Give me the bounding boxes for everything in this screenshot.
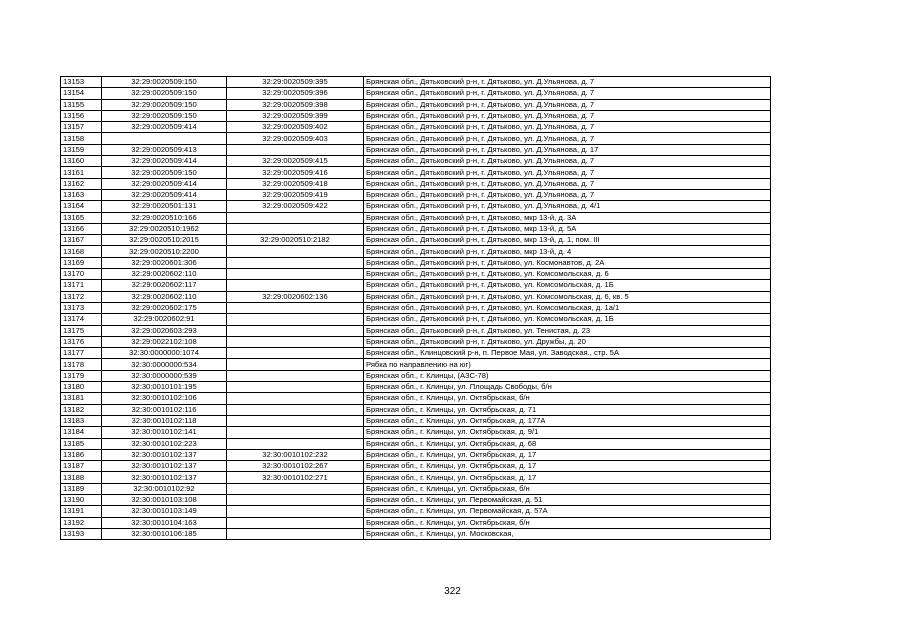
row-number-cell: 13175 [61,325,102,336]
table-row [61,404,771,415]
related-cadastral-number-cell: 32:30:0010102:267 [227,461,364,472]
row-number-cell: 13172 [61,291,102,302]
cadastral-number-cell: 32:30:0010102:118 [102,415,227,426]
row-number-cell: 13166 [61,223,102,234]
cadastral-number-cell: 32:29:0020602:110 [102,291,227,302]
row-number-cell: 13173 [61,302,102,313]
table-row [61,415,771,426]
row-number-cell: 13177 [61,348,102,359]
table-row [61,336,771,347]
table-row [61,528,771,539]
related-cadastral-number-cell: 32:29:0020509:415 [227,156,364,167]
address-cell: Брянская обл., Дятьковский р-н, г. Дятьково, ул. Космонавтов, д. 2А [364,257,771,268]
related-cadastral-number-cell [227,302,364,313]
related-cadastral-number-cell: 32:29:0020509:422 [227,201,364,212]
row-number-cell: 13165 [61,212,102,223]
cadastral-number-cell: 32:30:0010104:163 [102,517,227,528]
table-row [61,517,771,528]
row-number-cell: 13191 [61,506,102,517]
row-number-cell: 13186 [61,449,102,460]
row-number-cell: 13156 [61,110,102,121]
address-cell: Брянская обл., Дятьковский р-н, г. Дятьково, ул. Д.Ульянова, д. 17 [364,144,771,155]
table-row [61,235,771,246]
row-number-cell: 13192 [61,517,102,528]
table-row [61,122,771,133]
row-number-cell: 13153 [61,77,102,88]
row-number-cell: 13174 [61,314,102,325]
related-cadastral-number-cell: 32:29:0020509:418 [227,178,364,189]
table-row [61,110,771,121]
address-cell: Брянская обл., Дятьковский р-н, г. Дятьково, мкр 13-й, д. 4 [364,246,771,257]
address-cell: Рябка по направлению на юг) [364,359,771,370]
table-row [61,257,771,268]
table-row [61,472,771,483]
related-cadastral-number-cell: 32:30:0010102:232 [227,449,364,460]
cadastral-number-cell: 32:29:0020603:293 [102,325,227,336]
row-number-cell: 13181 [61,393,102,404]
address-cell: Брянская обл., г. Клинцы, (АЗС-78) [364,370,771,381]
related-cadastral-number-cell [227,212,364,223]
table-row [61,359,771,370]
row-number-cell: 13162 [61,178,102,189]
cadastral-number-cell: 32:29:0020509:414 [102,178,227,189]
row-number-cell: 13189 [61,483,102,494]
address-cell: Брянская обл., г. Клинцы, ул. Октябрьская, д. 71 [364,404,771,415]
address-cell: Брянская обл., г. Клинцы, ул. Московская, [364,528,771,539]
related-cadastral-number-cell [227,427,364,438]
cadastral-number-cell: 32:30:0000000:1074 [102,348,227,359]
address-cell: Брянская обл., Дятьковский р-н, г. Дятьково, ул. Д.Ульянова, д. 7 [364,110,771,121]
row-number-cell: 13163 [61,189,102,200]
cadastral-number-cell: 32:30:0010102:116 [102,404,227,415]
row-number-cell: 13178 [61,359,102,370]
table-row [61,77,771,88]
address-cell: Брянская обл., г. Клинцы, ул. Площадь Свободы, б/н [364,382,771,393]
related-cadastral-number-cell [227,517,364,528]
table-row [61,427,771,438]
related-cadastral-number-cell [227,506,364,517]
related-cadastral-number-cell [227,348,364,359]
row-number-cell: 13164 [61,201,102,212]
table-row [61,133,771,144]
address-cell: Брянская обл., Дятьковский р-н, г. Дятьково, ул. Дружбы, д. 20 [364,336,771,347]
row-number-cell: 13169 [61,257,102,268]
related-cadastral-number-cell [227,393,364,404]
cadastral-number-cell: 32:30:0010102:92 [102,483,227,494]
cadastral-number-cell: 32:29:0022102:108 [102,336,227,347]
cadastral-number-cell: 32:30:0010102:223 [102,438,227,449]
related-cadastral-number-cell [227,494,364,505]
related-cadastral-number-cell [227,528,364,539]
cadastral-number-cell: 32:30:0000000:539 [102,370,227,381]
address-cell: Брянская обл., Дятьковский р-н, г. Дятьково, ул. Д.Ульянова, д. 7 [364,178,771,189]
related-cadastral-number-cell [227,269,364,280]
address-cell: Брянская обл., г. Клинцы, ул. Октябрьская, б/н [364,393,771,404]
page-number: 322 [444,586,461,597]
address-cell: Брянская обл., Дятьковский р-н, г. Дятьково, ул. Комсомольская, д. 6, кв. 5 [364,291,771,302]
table-row [61,438,771,449]
address-cell: Брянская обл., г. Клинцы, ул. Октябрьская, д. 177А [364,415,771,426]
table-row [61,393,771,404]
cadastral-number-cell: 32:30:0010102:137 [102,472,227,483]
cadastral-number-cell: 32:29:0020509:150 [102,110,227,121]
related-cadastral-number-cell [227,246,364,257]
cadastral-number-cell: 32:29:0020601:306 [102,257,227,268]
table-row [61,370,771,381]
related-cadastral-number-cell [227,415,364,426]
cadastral-number-cell: 32:30:0010102:106 [102,393,227,404]
cadastral-number-cell [102,133,227,144]
related-cadastral-number-cell [227,438,364,449]
cadastral-number-cell: 32:29:0020602:117 [102,280,227,291]
row-number-cell: 13184 [61,427,102,438]
table-row [61,382,771,393]
table-row [61,167,771,178]
cadastral-number-cell: 32:29:0020510:2015 [102,235,227,246]
related-cadastral-number-cell [227,336,364,347]
address-cell: Брянская обл., г. Клинцы, ул. Первомайская, д. 57А [364,506,771,517]
address-cell: Брянская обл., Дятьковский р-н, г. Дятьково, мкр 13-й, д. 1, пом. III [364,235,771,246]
row-number-cell: 13193 [61,528,102,539]
table-row [61,99,771,110]
table-row [61,449,771,460]
row-number-cell: 13167 [61,235,102,246]
row-number-cell: 13170 [61,269,102,280]
address-cell: Брянская обл., г. Клинцы, ул. Октябрьская, б/н [364,517,771,528]
related-cadastral-number-cell [227,144,364,155]
address-cell: Брянская обл., Дятьковский р-н, г. Дятьково, ул. Д.Ульянова, д. 7 [364,133,771,144]
row-number-cell: 13168 [61,246,102,257]
table-row [61,494,771,505]
table-row [61,189,771,200]
table-row [61,314,771,325]
cadastral-number-cell: 32:30:0010106:185 [102,528,227,539]
row-number-cell: 13158 [61,133,102,144]
row-number-cell: 13160 [61,156,102,167]
address-cell: Брянская обл., Дятьковский р-н, г. Дятьково, ул. Комсомольская, д. 1а/1 [364,302,771,313]
row-number-cell: 13176 [61,336,102,347]
related-cadastral-number-cell: 32:30:0010102:271 [227,472,364,483]
row-number-cell: 13185 [61,438,102,449]
table-row [61,325,771,336]
table-row [61,348,771,359]
table-row [61,483,771,494]
address-cell: Брянская обл., Дятьковский р-н, г. Дятьково, мкр 13-й, д. 5А [364,223,771,234]
address-cell: Брянская обл., г. Клинцы, ул. Первомайская, д. 51 [364,494,771,505]
row-number-cell: 13187 [61,461,102,472]
cadastral-number-cell: 32:30:0010103:149 [102,506,227,517]
row-number-cell: 13155 [61,99,102,110]
related-cadastral-number-cell [227,223,364,234]
table-row [61,201,771,212]
cadastral-number-cell: 32:29:0020509:414 [102,122,227,133]
address-cell: Брянская обл., Дятьковский р-н, г. Дятьково, ул. Д.Ульянова, д. 7 [364,156,771,167]
related-cadastral-number-cell: 32:29:0020510:2182 [227,235,364,246]
related-cadastral-number-cell: 32:29:0020509:403 [227,133,364,144]
address-cell: Брянская обл., г. Клинцы, ул. Октябрьская, д. 9/1 [364,427,771,438]
row-number-cell: 13159 [61,144,102,155]
address-cell: Брянская обл., Дятьковский р-н, г. Дятьково, ул. Д.Ульянова, д. 7 [364,167,771,178]
address-cell: Брянская обл., г. Клинцы, ул. Октябрьская, д. 17 [364,472,771,483]
row-number-cell: 13157 [61,122,102,133]
address-cell: Брянская обл., Клинцовский р-н, п. Первое Мая, ул. Заводская., стр. 5А [364,348,771,359]
row-number-cell: 13188 [61,472,102,483]
related-cadastral-number-cell [227,314,364,325]
table-row [61,178,771,189]
row-number-cell: 13182 [61,404,102,415]
cadastral-number-cell: 32:29:0020509:150 [102,167,227,178]
related-cadastral-number-cell: 32:29:0020509:416 [227,167,364,178]
cadastral-number-cell: 32:30:0010102:137 [102,449,227,460]
table-row [61,280,771,291]
row-number-cell: 13154 [61,88,102,99]
related-cadastral-number-cell: 32:29:0020509:395 [227,77,364,88]
address-cell: Брянская обл., Дятьковский р-н, г. Дятьково, ул. Д.Ульянова, д. 7 [364,77,771,88]
cadastral-number-cell: 32:29:0020509:414 [102,156,227,167]
row-number-cell: 13180 [61,382,102,393]
address-cell: Брянская обл., г. Клинцы, ул. Октябрьская, д. 68 [364,438,771,449]
table-row [61,223,771,234]
related-cadastral-number-cell: 32:29:0020509:419 [227,189,364,200]
row-number-cell: 13171 [61,280,102,291]
row-number-cell: 13190 [61,494,102,505]
cadastral-number-cell: 32:30:0000000:534 [102,359,227,370]
address-cell: Брянская обл., Дятьковский р-н, г. Дятьково, ул. Д.Ульянова, д. 7 [364,122,771,133]
registry-table [60,76,771,540]
cadastral-number-cell: 32:29:0020509:150 [102,88,227,99]
cadastral-number-cell: 32:29:0020510:166 [102,212,227,223]
related-cadastral-number-cell: 32:29:0020509:396 [227,88,364,99]
cadastral-number-cell: 32:29:0020509:413 [102,144,227,155]
registry-table-body [61,77,771,540]
cadastral-number-cell: 32:29:0020510:2200 [102,246,227,257]
related-cadastral-number-cell: 32:29:0020509:399 [227,110,364,121]
related-cadastral-number-cell [227,370,364,381]
row-number-cell: 13161 [61,167,102,178]
related-cadastral-number-cell: 32:29:0020509:402 [227,122,364,133]
cadastral-number-cell: 32:30:0010102:137 [102,461,227,472]
related-cadastral-number-cell [227,257,364,268]
address-cell: Брянская обл., Дятьковский р-н, г. Дятьково, ул. Д.Ульянова, д. 4/1 [364,201,771,212]
address-cell: Брянская обл., Дятьковский р-н, г. Дятьково, ул. Д.Ульянова, д. 7 [364,88,771,99]
table-row [61,461,771,472]
table-row [61,246,771,257]
cadastral-number-cell: 32:30:0010103:108 [102,494,227,505]
table-row [61,269,771,280]
address-cell: Брянская обл., Дятьковский р-н, г. Дятьково, ул. Комсомольская, д. 1Б [364,280,771,291]
cadastral-number-cell: 32:30:0010102:141 [102,427,227,438]
address-cell: Брянская обл., Дятьковский р-н, г. Дятьково, ул. Комсомольская, д. 1Б [364,314,771,325]
row-number-cell: 13179 [61,370,102,381]
address-cell: Брянская обл., г. Клинцы, ул. Октябрьская, д. 17 [364,449,771,460]
table-row [61,156,771,167]
related-cadastral-number-cell [227,280,364,291]
address-cell: Брянская обл., Дятьковский р-н, г. Дятьково, ул. Тенистая, д. 23 [364,325,771,336]
related-cadastral-number-cell [227,359,364,370]
address-cell: Брянская обл., Дятьковский р-н, г. Дятьково, мкр 13-й, д. 3А [364,212,771,223]
row-number-cell: 13183 [61,415,102,426]
cadastral-number-cell: 32:29:0020510:1962 [102,223,227,234]
cadastral-number-cell: 32:30:0010101:195 [102,382,227,393]
table-row [61,88,771,99]
cadastral-number-cell: 32:29:0020602:91 [102,314,227,325]
related-cadastral-number-cell [227,382,364,393]
cadastral-number-cell: 32:29:0020501:131 [102,201,227,212]
cadastral-number-cell: 32:29:0020602:110 [102,269,227,280]
cadastral-number-cell: 32:29:0020509:150 [102,77,227,88]
related-cadastral-number-cell: 32:29:0020602:136 [227,291,364,302]
cadastral-number-cell: 32:29:0020602:175 [102,302,227,313]
cadastral-number-cell: 32:29:0020509:414 [102,189,227,200]
cadastral-number-cell: 32:29:0020509:150 [102,99,227,110]
address-cell: Брянская обл., г. Клинцы, ул. Октябрьская, б/н [364,483,771,494]
table-row [61,302,771,313]
address-cell: Брянская обл., Дятьковский р-н, г. Дятьково, ул. Д.Ульянова, д. 7 [364,99,771,110]
table-row [61,212,771,223]
related-cadastral-number-cell [227,325,364,336]
related-cadastral-number-cell [227,483,364,494]
related-cadastral-number-cell: 32:29:0020509:398 [227,99,364,110]
address-cell: Брянская обл., г. Клинцы, ул. Октябрьская, д. 17 [364,461,771,472]
table-row [61,291,771,302]
address-cell: Брянская обл., Дятьковский р-н, г. Дятьково, ул. Комсомольская, д. 6 [364,269,771,280]
table-row [61,144,771,155]
related-cadastral-number-cell [227,404,364,415]
table-row [61,506,771,517]
address-cell: Брянская обл., Дятьковский р-н, г. Дятьково, ул. Д.Ульянова, д. 7 [364,189,771,200]
